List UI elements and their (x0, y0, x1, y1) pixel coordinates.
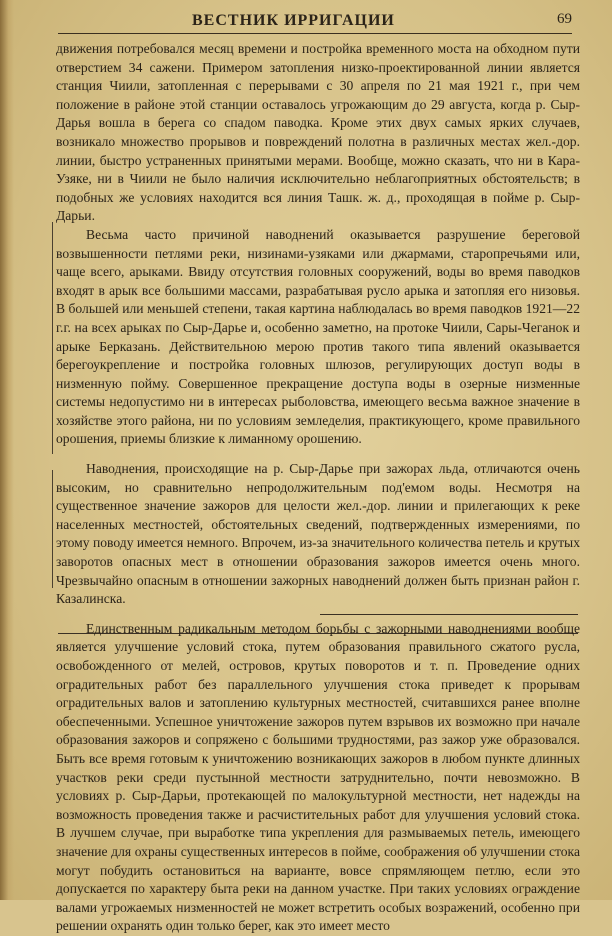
header-rule (58, 33, 572, 34)
running-header (60, 10, 580, 32)
body-text (56, 40, 580, 936)
margin-pencil-mark (52, 222, 53, 454)
journal-title: ВЕСТНИК ИРРИГАЦИИ (192, 12, 395, 29)
paragraph: Весьма часто причиной наводнений оказывается разрушение береговой возвышенности петлями реки, низинами-узяками или джармами, старопречьями или, чаще всего, арыками. Ввиду отсутствия головных сооружений, воды во время паводков входят в арык все большими массами, разрабатывая русло арыка и затопляя его низовья. В большей или меньшей степени, такая картина наблюдалась во время паводков 1921—22 г.г. на всех арыках по Сыр-Дарье и, особенно заметно, на протоке Чиили, Сары-Чеганок и арыке Берказань. Действительною мерою против такого типа явлений оказывается берегоукрепление и постройка головных шлюзов, регулирующих доступ воды в низменную пойму. Совершенное прекращение доступа воды в озерные низменные системы недопустимо ни в интересах рыболовства, имеющего весьма важное значение в хозяйстве этого района, ни по условиям земледелия, практикующего, кроме правильного орошения, приемы близкие к лиманному орошению. (56, 226, 580, 447)
paragraph: движения потребовался месяц времени и постройка временного моста на обходном пути отверстием 34 сажени. Примером затопления низко-проектированной линии является станция Чиили, затопленная с перерывами с 30 апреля по 21 мая 1921 г., при чем положение в районе этой станции оставалось угрожающим до 29 августа, когда р. Сыр-Дарья вошла в берега со спадом паводка. Кроме этих двух самых ярких случаев, возникало множество прорывов и повреждений полотна в различных местах жел.-дор. линии, быстро устраненных принятыми мерами. Вообще, можно сказать, что ни в Кара-Узяке, ни в Чиили не было наличия исключительно неблагоприятных обстоятельств; в подобных же условиях находится вся линия Ташк. ж. д., проходящая в пойме р. Сыр-Дарьи. (56, 41, 580, 224)
page-binding-edge (0, 0, 14, 900)
margin-pencil-mark (52, 470, 53, 588)
paragraph: Наводнения, происходящие на р. Сыр-Дарье при зажорах льда, отличаются очень высоким, но сравнительно непродолжительным под'емом воды. Несмотря на существенное значение зажоров для целости жел.-дор. линии и прилегающих к реке населенных местностей, обстоятельных сведений, подтвержденных измерениями, по этому поводу имеется немного. Впрочем, из-за значительного количества петель и крутых заворотов опасных мест в отношении образования зажоров имеется очень много. Чрезвычайно опасным в отношении зажорных наводнений должен быть признан район г. Казалинска. (56, 461, 580, 607)
page-number: 69 (557, 11, 572, 27)
paragraph: Единственным радикальным методом борьбы с зажорными наводнениями вообще является улучшение условий стока, путем образования правильного сжатого русла, освобожденного от мелей, островов, крутых поворотов и т. п. Проведение одних оградительных работ без параллельного улучшения стока приведет к прорывам оградительных валов и затоплению культурных местностей, считавшихся ранее вполне обеспеченными. Успешное уничтожение зажоров путем взрывов их возможно при начале образования зажоров и сопряжено с большими трудностями, раз зажор уже образовался. Быть все время готовым к уничтожению возникающих зажоров в любом пункте длинных участков реки среди пустынной местности затруднительно, почти невозможно. В условиях р. Сыр-Дарьи, протекающей по малокультурной местности, нет надежды на возможность проведения также и расчистительных работ для улучшения условий стока. В лучшем случае, при выработке типа укрепления для размываемых петель, имеющего значение для охраны существенных интересов в пойме, соображения об улучшении стока могут побудить остановиться на варианте, вовсе спрямляющем петлю, если это допускается по характеру быта реки на данном участке. При таких условиях ограждение валами угрожаемых низменностей не может встретить особых возражений, особенно при решении охранять один только берег, как это имеет место (56, 620, 580, 934)
